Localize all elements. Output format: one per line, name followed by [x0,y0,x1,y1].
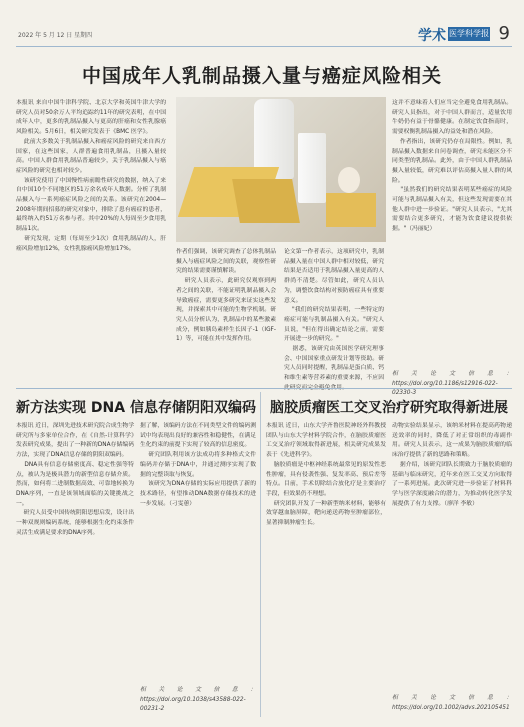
column-divider [260,392,261,717]
article3-column-1: 本报讯 近日，山东大学齐鲁医院神经外科教授团队与山东大学材料学院合作，在脑胶质瘤医工交叉治疗领域取得新进展，相关研究成果发表于《先进科学》。 脑胶质瘤是中枢神经系统最常见的原发性恶性肿瘤，具有侵袭性强、复发率高、预后差等特点。目前，手术切除结合放化疗是主要治疗手段，但效果仍不理想。 研究团队开发了一种新型纳米材料，能够有效穿越血脑屏障，靶向递送药物至肿瘤部位，显著抑制肿瘤生长。 [266,423,386,527]
article3-headline: 脑胶质瘤医工交叉治疗研究取得新进展 [270,400,508,416]
page-number: 9 [498,23,510,44]
article2-headline: 新方法实现 DNA 信息存储阴阳双编码 [16,400,256,416]
article3-source: 相关论文信息：https://doi.org/10.1002/advs.202105451 [392,695,512,711]
page-header [16,24,512,47]
cheese-wedge-shape [232,179,300,223]
article1-headline: 中国成年人乳制品摄入量与癌症风险相关 [81,65,442,87]
article2-column-2: 据了解，该编码方法在不同类型文件的编码测试中均表现出良好的兼容性和稳健性，在满足生化约束的前提下实现了较高的信息密度。 研究团队利用该方法成功将多种格式文件编码并存储于DNA中，并通过测序实现了数据的完整读取与恢复。 该研究为DNA存储的实际应用提供了新的技术路径，有望推动DNA数据存储技术的进一步发展。（刁雯蕙） [140,423,256,507]
article1-column-4: 这并不意味着人们应当完全避免食用乳制品。研究人员指出，对于中国人群而言，适量饮用牛奶仍有益于骨骼健康。在制定饮食指南时，需要权衡乳制品摄入的益处和潜在风险。 作者指出，该研究仍存在局限性。例如，乳制品摄入数据来自问卷调查，研究未能区分不同类型的乳制品。此外，由于中国人群乳制品摄入量较低，研究难以评估高摄入量人群的风险。 "虽然我们的研究结果表明某些癌症的风险可能与乳制品摄入有关，但这些发现需要在其他人群中进一步验证。"研究人员表示，"尤其需要结合更多研究，才能为饮食建议提供依据。"（冯丽妃） [392,100,512,233]
article1-column-3: 论文第一作者表示，这项研究中，乳制品摄入量在中国人群中相对较低，研究结果是否适用于乳制品摄入量更高的人群尚不清楚。尽管如此，研究人员认为，调整饮食结构对预防癌症具有重要意义。 "我们的研究结果表明，一些特定的癌症可能与乳制品摄入有关。"研究人员说，"但在得出确定结论之前，需要开展进一步的研究。" 据悉，该研究由英国医学研究理事会、中国国家重点研发计划等资助。研究人员同时提醒，乳制品是蛋白质、钙和维生素等营养素的重要来源，不应因此研究而完全避免食用。 [284,249,385,391]
egg-shape [338,167,360,193]
issue-date: 2022 年 5 月 12 日 星期四 [18,32,93,39]
dairy-products-photo [176,97,386,242]
section-name: 学术 [418,28,446,44]
article1-source: 相关论文信息：https://doi.org/10.1186/s12916-022-02330-3 [392,371,512,397]
section-divider [16,388,512,389]
article2-column-1: 本报讯 近日，深圳先进技术研究院合成生物学研究所与多家单位合作，在《自然-计算科学》发表研究成果，提出了一种新的DNA存储编码方法，实现了DNA信息存储的阴阳双编码。 DNA具有信息存储密度高、稳定性强等特点，被认为是极具潜力的新型信息存储介质。然而，如何将二进制数据高效、可靠地转换为DNA序列，一直是该领域面临的关键挑战之一。 研究人员受中国传统阴阳思想启发，设计出一种双规则编码系统，能够根据生化约束条件灵活生成满足要求的DNA序列。 [16,423,134,536]
article1-column-2: 作者们强调，该研究调查了总体乳制品摄入与癌症风险之间的关联，观察性研究的结果需要谨慎解读。 研究人员表示，此研究仅观察到两者之间的关联，不能证明乳制品摄入会导致癌症，需要更多研究来证实这些发现，并探索其中可能的生物学机制。研究人员分析认为，乳制品中的某些激素成分，例如胰岛素样生长因子-1（IGF-1）等，可能在其中发挥作用。 [176,249,276,343]
article1-column-1: 本报讯 来自中国牛津科学院、北京大学和英国牛津大学的研究人员对50余万人平均追踪约11年的研究表明，在中国成年人中，更多的乳制品摄入与更高的肝癌和女性乳腺癌风险相关。5月6日，相关研究发表于《BMC 医学》。 此前大多数关于乳制品摄入和癌症风险的研究来自西方国家，在这些国家，人群普遍食用乳制品，且摄入量较高。中国人群食用乳制品普遍较少，关于乳制品摄入与癌症风险的研究也相对较少。 该研究使用了中国慢性病前瞻性研究的数据，纳入了来自中国10个不同地区的51万余名成年人数据。分析了乳制品摄入与一系列癌症风险之间的关系。该研究在2004—2008年期间招募的研究对象中，排除了患有癌症的患者，最终纳入约51万名参与者。其中20%的人每周至少食用乳制品1次。 研究发现，定期（每周至少1次）食用乳制品的人，肝癌风险增加12%，女性乳腺癌风险增加17%。 [16,100,166,252]
milk-glass-shape [298,133,326,203]
article3-column-2: 动物实验结果显示，该纳米材料在提高药物递送效率的同时，降低了对正常组织的毒副作用。研究人员表示，这一成果为脑胶质瘤的临床治疗提供了新的思路和策略。 据介绍，该研究团队长期致力于脑胶质瘤的基础与临床研究，近年来在医工交叉方向取得了一系列进展。此次研究进一步验证了材料科学与医学深度融合的潜力，为推动转化医学发展提供了有力支撑。（廖洋 李敏） [392,423,512,507]
newspaper-brand: 医学科学报 [448,27,490,41]
article2-source: 相关论文信息：https://doi.org/10.1038/s43588-022-00231-2 [140,687,256,713]
cheese-slice-shape [326,193,376,227]
